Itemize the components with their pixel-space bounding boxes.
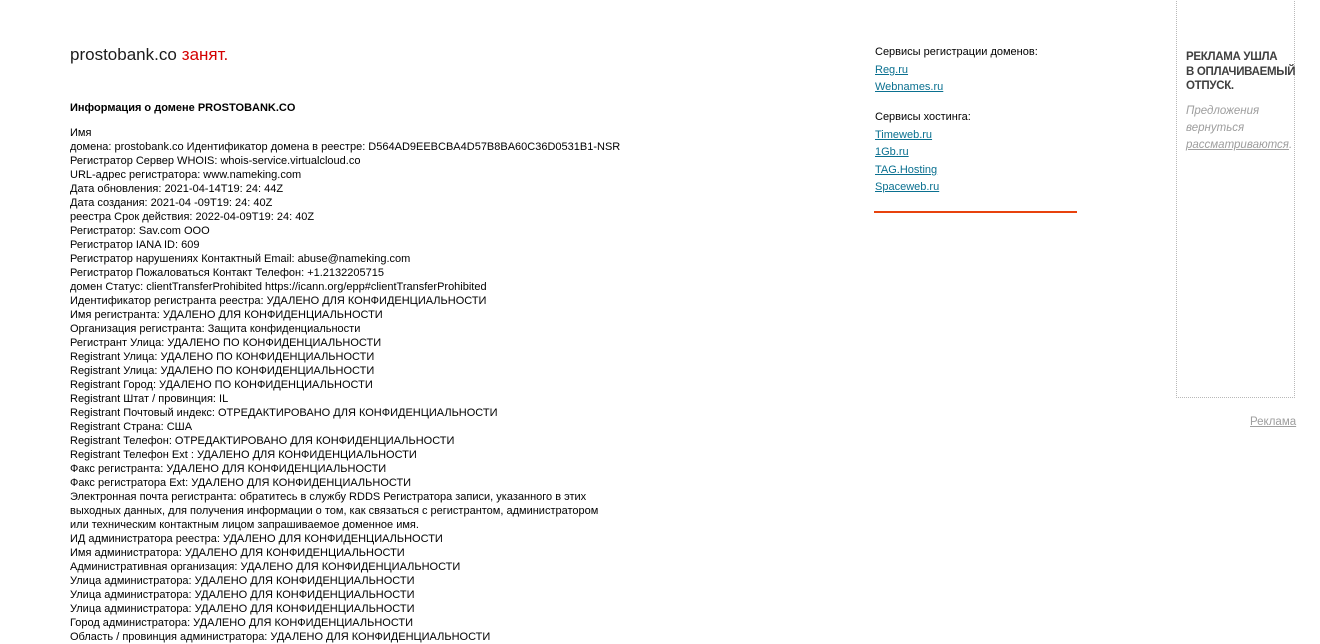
link-spaceweb-ru[interactable]: Spaceweb.ru [875, 181, 940, 193]
ad-offers-link[interactable]: рассматриваются [1186, 139, 1289, 151]
hosting-services-title: Сервисы хостинга: [875, 111, 971, 123]
whois-line: домена: prostobank.co Идентификатор домена в реестре: D564AD9EEBCBA4D57B8BA60C36D0531B1-NSR [70, 141, 621, 153]
whois-line: Факс регистратора Ext: УДАЛЕНО ДЛЯ КОНФИДЕНЦИАЛЬНОСТИ [70, 477, 412, 489]
whois-line: Registrant Город: УДАЛЕНО ПО КОНФИДЕНЦИАЛЬНОСТИ [70, 379, 373, 391]
whois-line: Registrant Телефон Ext : УДАЛЕНО ДЛЯ КОНФИДЕНЦИАЛЬНОСТИ [70, 449, 417, 461]
whois-line: Регистрант Улица: УДАЛЕНО ПО КОНФИДЕНЦИАЛЬНОСТИ [70, 337, 382, 349]
ad-subtext-line: вернуться [1186, 122, 1245, 134]
ad-headline-line: В ОПЛАЧИВАЕМЫЙ [1186, 65, 1296, 78]
domain-services-title: Сервисы регистрации доменов: [875, 46, 1038, 58]
whois-line: Регистратор нарушениях Контактный Email: abuse@nameking.com [70, 253, 411, 265]
whois-text-block [70, 126, 730, 644]
ad-subtext-line [1186, 137, 1292, 154]
whois-line: Дата создания: 2021-04 -09T19: 24: 40Z [70, 197, 273, 209]
whois-line: Административная организация: УДАЛЕНО ДЛЯ КОНФИДЕНЦИАЛЬНОСТИ [70, 561, 461, 573]
whois-line: домен Статус: clientTransferProhibited https://icann.org/epp#clientTransferProhibited [70, 281, 487, 293]
whois-line: реестра Срок действия: 2022-04-09T19: 24: 40Z [70, 211, 315, 223]
whois-line: Организация регистранта: Защита конфиденциальности [70, 323, 361, 335]
whois-line: Идентификатор регистранта реестра: УДАЛЕНО ДЛЯ КОНФИДЕНЦИАЛЬНОСТИ [70, 295, 487, 307]
whois-line: Registrant Почтовый индекс: ОТРЕДАКТИРОВАНО ДЛЯ КОНФИДЕНЦИАЛЬНОСТИ [70, 407, 498, 419]
domain-status-text: занят. [181, 45, 229, 64]
whois-line: Регистратор: Sav.com ООО [70, 225, 210, 237]
whois-line: Registrant Улица: УДАЛЕНО ПО КОНФИДЕНЦИАЛЬНОСТИ [70, 351, 375, 363]
whois-line: или техническим контактным лицом запрашиваемое доменное имя. [70, 519, 419, 531]
ad-headline-line: РЕКЛАМА УШЛА [1186, 51, 1278, 63]
link-1gb-ru[interactable]: 1Gb.ru [875, 146, 909, 158]
whois-line: Факс регистранта: УДАЛЕНО ДЛЯ КОНФИДЕНЦИАЛЬНОСТИ [70, 463, 387, 475]
whois-line: Область / провинция администратора: УДАЛЕНО ДЛЯ КОНФИДЕНЦИАЛЬНОСТИ [70, 631, 491, 643]
ad-subtext [1186, 103, 1292, 154]
section-heading: Информация о домене PROSTOBANK.CO [70, 102, 296, 114]
link-timeweb-ru[interactable]: Timeweb.ru [875, 129, 933, 141]
whois-line: Электронная почта регистранта: обратитесь в службу RDDS Регистратора записи, указанного в этих [70, 491, 587, 503]
link-tag-hosting[interactable]: TAG.Hosting [875, 164, 938, 176]
whois-line: Дата обновления: 2021-04-14T19: 24: 44Z [70, 183, 284, 195]
ad-subtext-period: . [1288, 139, 1293, 151]
link-reg-ru[interactable]: Reg.ru [875, 64, 909, 76]
orange-divider [874, 211, 1077, 213]
whois-line: выходных данных, для получения информации о том, как связаться с регистрантом, администратором [70, 505, 599, 517]
whois-line: Город администратора: УДАЛЕНО ДЛЯ КОНФИДЕНЦИАЛЬНОСТИ [70, 617, 414, 629]
ad-label-link[interactable]: Реклама [1250, 416, 1297, 428]
whois-line: ИД администратора реестра: УДАЛЕНО ДЛЯ КОНФИДЕНЦИАЛЬНОСТИ [70, 533, 443, 545]
ad-banner [1176, 0, 1295, 398]
whois-line: Регистратор IANA ID: 609 [70, 239, 200, 251]
whois-line: Улица администратора: УДАЛЕНО ДЛЯ КОНФИДЕНЦИАЛЬНОСТИ [70, 603, 415, 615]
whois-line: Registrant Страна: США [70, 421, 193, 433]
page-title [70, 45, 228, 65]
link-webnames-ru[interactable]: Webnames.ru [875, 81, 944, 93]
whois-line: Имя администратора: УДАЛЕНО ДЛЯ КОНФИДЕНЦИАЛЬНОСТИ [70, 547, 405, 559]
whois-line: URL-адрес регистратора: www.nameking.com [70, 169, 302, 181]
whois-line: Registrant Штат / провинция: IL [70, 393, 229, 405]
whois-line: Имя [70, 127, 92, 139]
ad-headline [1186, 50, 1295, 94]
domain-name: prostobank.co [70, 45, 177, 64]
ad-headline-line: ОТПУСК. [1186, 80, 1234, 92]
whois-line: Регистратор Пожаловаться Контакт Телефон: +1.2132205715 [70, 267, 384, 279]
whois-line: Registrant Улица: УДАЛЕНО ПО КОНФИДЕНЦИАЛЬНОСТИ [70, 365, 375, 377]
whois-line: Улица администратора: УДАЛЕНО ДЛЯ КОНФИДЕНЦИАЛЬНОСТИ [70, 575, 415, 587]
whois-line: Имя регистранта: УДАЛЕНО ДЛЯ КОНФИДЕНЦИАЛЬНОСТИ [70, 309, 383, 321]
whois-line: Регистратор Сервер WHOIS: whois-service.virtualcloud.co [70, 155, 361, 167]
ad-subtext-line: Предложения [1186, 105, 1260, 117]
whois-line: Registrant Телефон: ОТРЕДАКТИРОВАНО ДЛЯ КОНФИДЕНЦИАЛЬНОСТИ [70, 435, 455, 447]
whois-line: Улица администратора: УДАЛЕНО ДЛЯ КОНФИДЕНЦИАЛЬНОСТИ [70, 589, 415, 601]
